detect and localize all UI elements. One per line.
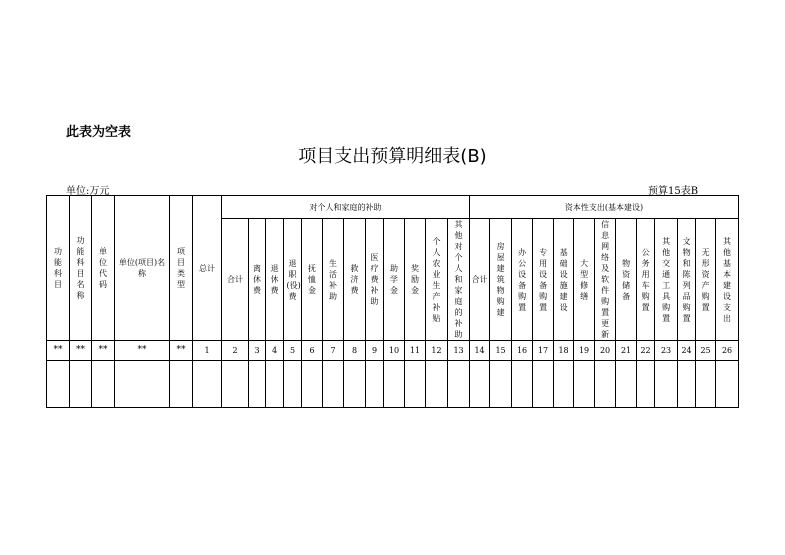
header-row-group bbox=[47, 196, 739, 219]
column-number: 12 bbox=[426, 341, 448, 361]
header-g1-item: 其他对个人和家庭的补助 bbox=[448, 219, 470, 341]
column-number: 2 bbox=[222, 341, 249, 361]
column-number: 17 bbox=[533, 341, 554, 361]
header-function-subject-name: 功能科目名称 bbox=[70, 196, 92, 341]
header-g1-total: 合计 bbox=[222, 219, 249, 341]
column-number: 7 bbox=[323, 341, 344, 361]
header-g2-item: 房屋建筑物购建 bbox=[490, 219, 512, 341]
table-code: 预算15表B bbox=[648, 186, 699, 197]
header-g2-item: 信息网络及软件购置更新 bbox=[595, 219, 616, 341]
header-g1-item: 生活补助 bbox=[323, 219, 344, 341]
column-number: 5 bbox=[284, 341, 302, 361]
column-number: 26 bbox=[716, 341, 739, 361]
column-number: 21 bbox=[616, 341, 637, 361]
header-g2-item: 文物和陈列品购置 bbox=[678, 219, 696, 341]
header-g1-item: 退休费 bbox=[266, 219, 284, 341]
column-number: 23 bbox=[655, 341, 678, 361]
header-g1-item: 离休费 bbox=[249, 219, 266, 341]
header-total: 总计 bbox=[193, 196, 222, 341]
empty-data-row bbox=[47, 361, 739, 408]
marker-star: ** bbox=[92, 341, 115, 361]
column-number: 15 bbox=[490, 341, 512, 361]
budget-table bbox=[46, 195, 739, 408]
marker-star: ** bbox=[115, 341, 170, 361]
column-number: 8 bbox=[344, 341, 366, 361]
column-number: 3 bbox=[249, 341, 266, 361]
header-g1-item: 奖励金 bbox=[405, 219, 426, 341]
header-g1-item: 助学金 bbox=[384, 219, 405, 341]
header-unit-name: 单位(项目)名称 bbox=[115, 196, 170, 341]
column-number: 9 bbox=[366, 341, 384, 361]
marker-star: ** bbox=[47, 341, 70, 361]
column-number: 22 bbox=[637, 341, 655, 361]
header-g2-item: 无形资产购置 bbox=[696, 219, 716, 341]
column-number: 18 bbox=[554, 341, 574, 361]
header-g1-item: 抚恤金 bbox=[302, 219, 323, 341]
header-g2-item: 办公设备购置 bbox=[512, 219, 533, 341]
header-g2-item: 基础设施建设 bbox=[554, 219, 574, 341]
header-g1-item: 医疗费补助 bbox=[366, 219, 384, 341]
marker-star: ** bbox=[70, 341, 92, 361]
header-g2-item: 其他基本建设支出 bbox=[716, 219, 739, 341]
column-number: 6 bbox=[302, 341, 323, 361]
header-g1-item: 救济费 bbox=[344, 219, 366, 341]
column-number: 13 bbox=[448, 341, 470, 361]
column-number: 11 bbox=[405, 341, 426, 361]
column-number: 25 bbox=[696, 341, 716, 361]
unit-label: 单位:万元 bbox=[66, 186, 110, 197]
header-g2-item: 物资储备 bbox=[616, 219, 637, 341]
header-g1-item: 个人农业生产补贴 bbox=[426, 219, 448, 341]
column-number: 10 bbox=[384, 341, 405, 361]
column-number: 16 bbox=[512, 341, 533, 361]
header-g2-item: 专用设备购置 bbox=[533, 219, 554, 341]
column-number: 4 bbox=[266, 341, 284, 361]
column-number: 19 bbox=[574, 341, 595, 361]
header-function-subject: 功能科目 bbox=[47, 196, 70, 341]
header-project-type: 项目类型 bbox=[170, 196, 193, 341]
header-g2-item: 其他交通工具购置 bbox=[655, 219, 678, 341]
marker-star: ** bbox=[170, 341, 193, 361]
header-g2-item: 大型修缮 bbox=[574, 219, 595, 341]
column-number: 24 bbox=[678, 341, 696, 361]
header-group-personal-subsidy: 对个人和家庭的补助 bbox=[222, 196, 470, 219]
header-group-capital-expenditure: 资本性支出(基本建设) bbox=[470, 196, 739, 219]
empty-table-note: 此表为空表 bbox=[66, 125, 132, 140]
header-g1-item: 退职(役)费 bbox=[284, 219, 302, 341]
header-g2-item: 公务用车购置 bbox=[637, 219, 655, 341]
page-title: 项目支出预算明细表(B) bbox=[298, 146, 487, 167]
column-number: 1 bbox=[193, 341, 222, 361]
column-number: 14 bbox=[470, 341, 490, 361]
header-g2-total: 合计 bbox=[470, 219, 490, 341]
marker-row bbox=[47, 341, 739, 361]
column-number: 20 bbox=[595, 341, 616, 361]
header-unit-code: 单位代码 bbox=[92, 196, 115, 341]
